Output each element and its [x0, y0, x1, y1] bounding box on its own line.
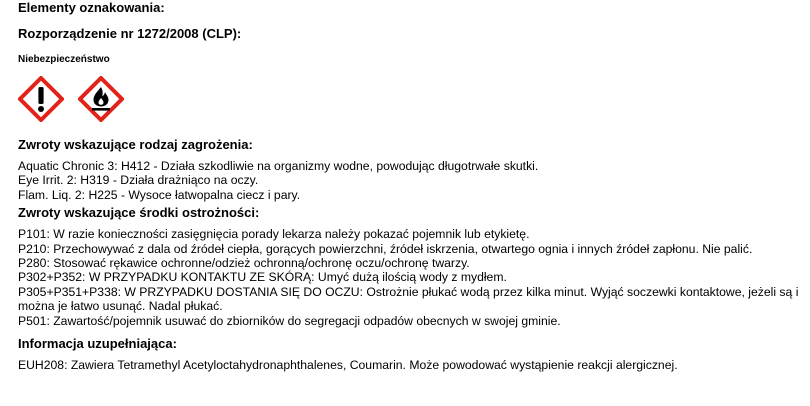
precaution-statement: P305+P351+P338: W PRZYPADKU DOSTANIA SIĘ DO OCZU: Ostrożnie płukać wodą przez kilka minut. Wyjąć soczewki kontaktowe, jeżeli są i można je łatwo usunąć. Nadal płukać.	[18, 284, 799, 314]
precaution-section-title: Zwroty wskazujące środki ostrożności:	[18, 205, 260, 221]
supplementary-info-list	[18, 358, 806, 372]
supplementary-info-title: Informacja uzupełniająca:	[18, 336, 177, 352]
supplementary-statement: EUH208: Zawiera Tetramethyl Acetyloctahydronaphthalenes, Coumarin. Może powodować wystąpienie reakcji alergicznej.	[18, 358, 678, 373]
hazard-statement: Aquatic Chronic 3: H412 - Działa szkodliwie na organizmy wodne, powodując długotrwałe skutki.	[18, 159, 539, 173]
hazard-statement: Flam. Liq. 2: H225 - Wysoce łatwopalna ciecz i pary.	[18, 187, 301, 202]
section-heading: Elementy oznakowania:	[18, 0, 165, 15]
ghs-pictograms	[18, 76, 806, 126]
exclamation-mark-icon	[18, 76, 64, 122]
hazard-statement: Eye Irrit. 2: H319 - Działa drażniąco na oczy.	[18, 173, 259, 188]
hazard-section-title: Zwroty wskazujące rodzaj zagrożenia:	[18, 137, 253, 152]
precaution-statement: P210: Przechowywać z dala od źródeł ciepła, gorących powierzchni, źródeł iskrzenia, otwartego ognia i innych źródeł zapłonu. Nie palić.	[18, 241, 753, 256]
precaution-list	[18, 227, 806, 328]
precaution-statement: P302+P352: W PRZYPADKU KONTAKTU ZE SKÓRĄ: Umyć dużą ilością wody z mydłem.	[18, 270, 507, 285]
label-elements-page	[18, 0, 806, 372]
flame-icon	[78, 76, 124, 122]
signal-word: Niebezpieczeństwo	[18, 54, 110, 65]
hazard-list	[18, 159, 806, 202]
regulation-heading: Rozporządzenie nr 1272/2008 (CLP):	[18, 26, 242, 41]
precaution-statement: P280: Stosować rękawice ochronne/odzież ochronną/ochronę oczu/ochronę twarzy.	[18, 256, 470, 271]
precaution-statement: P501: Zawartość/pojemnik usuwać do zbiorników do segregacji odpadów obecnych w swojej gminie.	[18, 313, 561, 328]
precaution-statement: P101: W razie konieczności zasięgnięcia porady lekarza należy pokazać pojemnik lub etykietę.	[18, 227, 530, 242]
